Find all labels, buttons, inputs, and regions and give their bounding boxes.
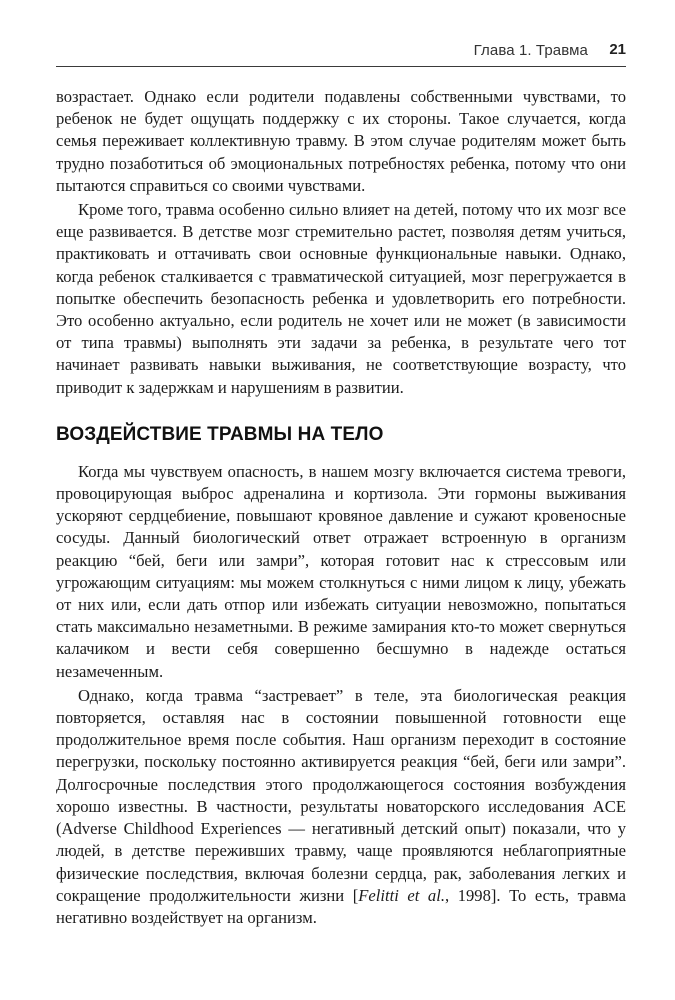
chapter-title: Глава 1. Травма — [473, 42, 588, 59]
paragraph-alarm-system: Когда мы чувствуем опасность, в нашем мозгу включается система тревоги, провоцирующая выброс адреналина и кортизола. Эти гормоны выживания ускоряют сердцебиение, повышают кровяное давление и сужают кровеносные сосуды. Данный биологический ответ отражает встроенную в организм реакцию “бей, беги или замри”, которая готовит нас к стрессовым или угрожающим ситуациям: мы можем столкнуться с ними лицом к лицу, убежать от них или, если дать отпор или избежать ситуации невозможно, попытаться стать максимально незаметными. В режиме замирания кто-то может свернуться калачиком и вести себя совершенно бесшумно в надежде остаться незамеченным. — [56, 461, 626, 681]
paragraph-text-after-citation: , 1998]. То есть, травма негативно воздействует на организм. — [56, 885, 626, 927]
paragraph-continuation: возрастает. Однако если родители подавлены собственными чувствами, то ребенок не будет ощущать поддержку с их стороны. Такое случается, когда семья переживает коллективную травму. В этом случае родителям может быть трудно позаботиться об эмоциональных потребностях ребенка, потому что они пытаются справиться со своими чувствами. — [56, 87, 626, 195]
running-head — [56, 38, 626, 67]
paragraph-brain-development: Кроме того, травма особенно сильно влияет на детей, потому что их мозг все еще развивается. В детстве мозг стремительно растет, позволяя детям учиться, практиковать и оттачивать свои основные функциональные навыки. Однако, когда ребенок сталкивается с травматической ситуацией, мозг перегружается в попытке обеспечить безопасность ребенка и удовлетворить его потребности. Это особенно актуально, если родитель не хочет или не может (в зависимости от типа травмы) выполнять эти задачи за ребенка, в результате чего тот начинает развивать навыки выживания, не соответствующие возрасту, что приводит к задержкам и нарушениям в развитии. — [56, 200, 626, 397]
paragraph-stuck-trauma — [56, 685, 626, 929]
section-heading: ВОЗДЕЙСТВИЕ ТРАВМЫ НА ТЕЛО — [56, 423, 384, 445]
page-number: 21 — [609, 41, 626, 58]
citation-author: Felitti et al. — [358, 885, 445, 905]
paragraph-text-before-citation: Однако, когда травма “застревает” в теле, эта биологическая реакция повторяется, оставляя нас в состоянии повышенной готовности еще продолжительное время после события. Наш организм переходит в состояние перегрузки, поскольку постоянно активируется реакция “бей, беги или замри”. Долгосрочные последствия этого продолжающегося состояния возбуждения хорошо известны. В частности, результаты новаторского исследования ACE (Adverse Childhood Experiences — негативный детский опыт) показали, что у людей, в детстве переживших травму, чаще проявляются неблагоприятные физические последствия, включая болезни сердца, рак, заболевания легких и сокращение продолжительности жизни [ — [56, 685, 626, 905]
body-text — [56, 86, 626, 929]
